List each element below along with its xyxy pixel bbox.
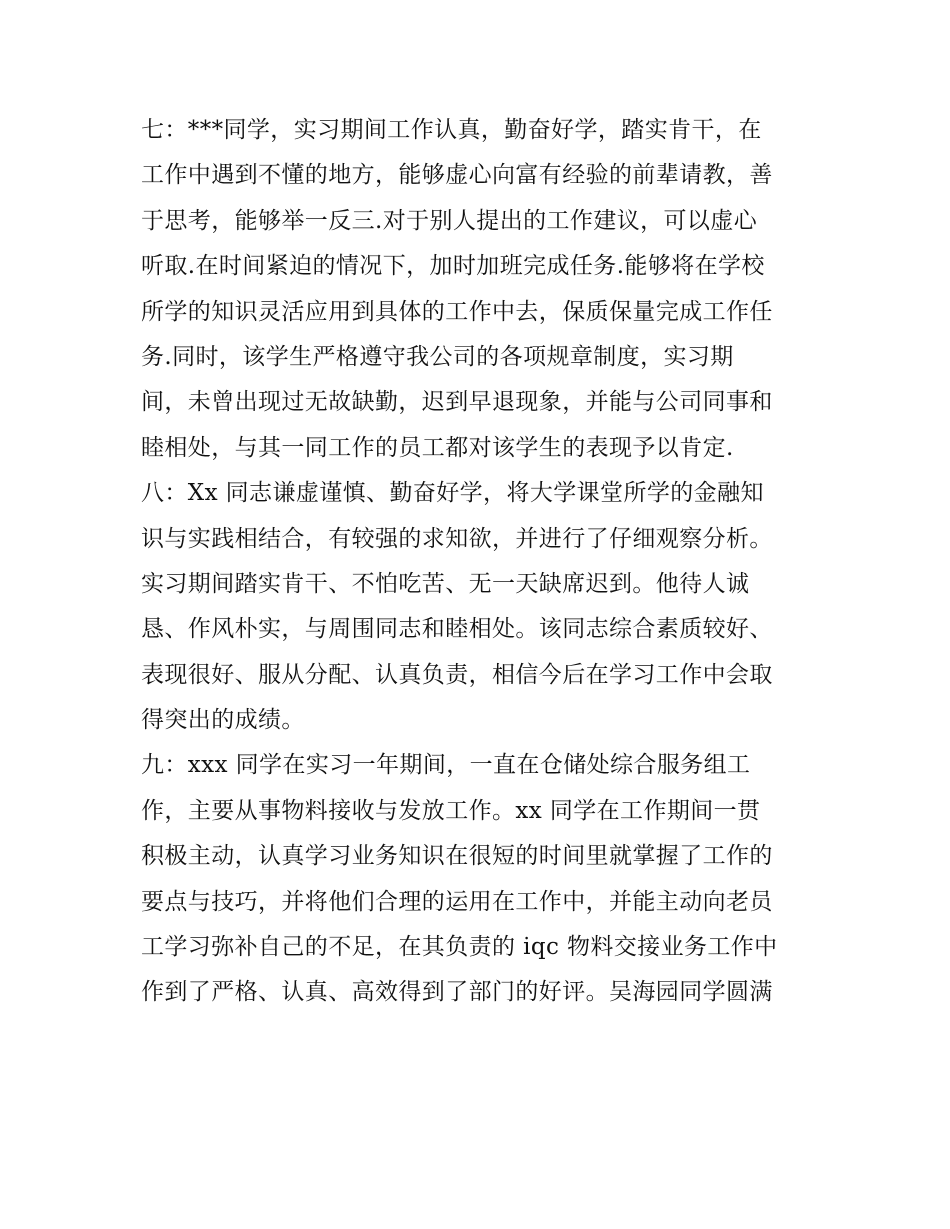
text-line: 所学的知识灵活应用到具体的工作中去，保质保量完成工作任 [141,298,773,325]
text-line: 工学习弥补自己的不足，在其负责的 iqc 物料交接业务工作中 [141,934,778,961]
text-line: 作，主要从事物料接收与发放工作。xx 同学在工作期间一贯 [141,797,761,824]
text-line: 要点与技巧，并将他们合理的运用在工作中，并能主动向老员 [141,888,773,915]
text-line: 九：xxx 同学在实习一年期间，一直在仓储处综合服务组工 [141,752,751,779]
text-line: 识与实践相结合，有较强的求知欲，并进行了仔细观察分析。 [141,525,773,552]
text-line: 八：Xx 同志谦虚谨慎、勤奋好学，将大学课堂所学的金融知 [141,480,764,507]
text-line: 积极主动，认真学习业务知识在很短的时间里就掌握了工作的 [141,843,773,870]
text-line: 表现很好、服从分配、认真负责，相信今后在学习工作中会取 [141,661,773,688]
document-body [141,108,821,1016]
text-line: 工作中遇到不懂的地方，能够虚心向富有经验的前辈请教，善 [141,162,773,189]
text-line: 间，未曾出现过无故缺勤，迟到早退现象，并能与公司同事和 [141,389,773,416]
text-line: 于思考，能够举一反三.对于别人提出的工作建议，可以虚心 [141,207,758,234]
text-line: 恳、作风朴实，与周围同志和睦相处。该同志综合素质较好、 [141,616,773,643]
text-line: 七：***同学，实习期间工作认真，勤奋好学，踏实肯干，在 [141,117,762,143]
text-line: 听取.在时间紧迫的情况下，加时加班完成任务.能够将在学校 [141,253,765,280]
text-line: 务.同时，该学生严格遵守我公司的各项规章制度，实习期 [141,343,734,370]
text-line: 作到了严格、认真、高效得到了部门的好评。吴海园同学圆满 [141,979,773,1006]
text-line: 得突出的成绩。 [141,707,305,734]
text-line: 实习期间踏实肯干、不怕吃苦、无一天缺席迟到。他待人诚 [141,570,750,597]
text-line: 睦相处，与其一同工作的员工都对该学生的表现予以肯定. [141,434,734,461]
